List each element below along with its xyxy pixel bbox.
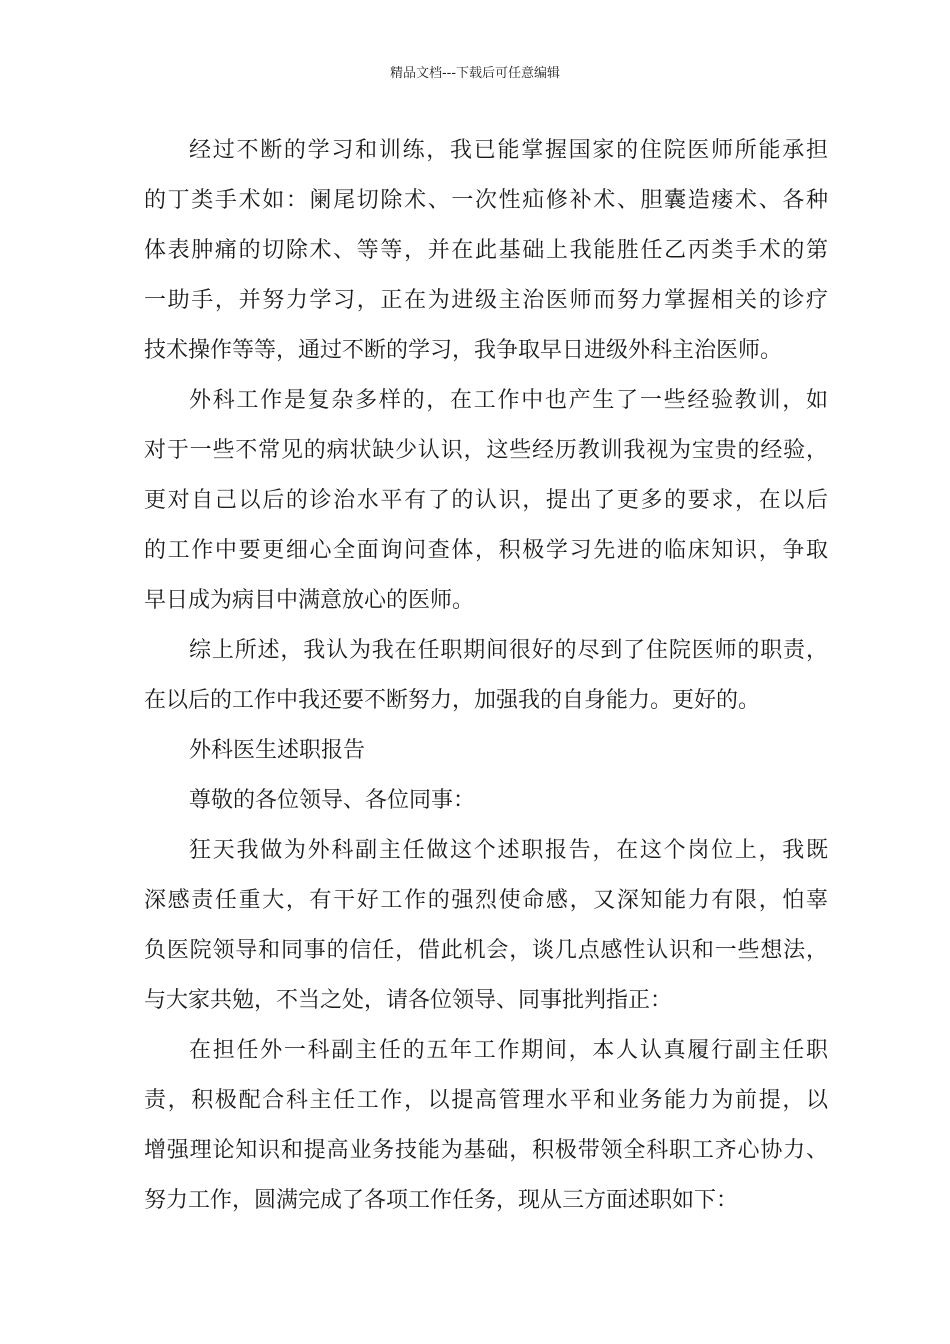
text-line: 努力工作，圆满完成了各项工作任务，现从三方面述职如下： xyxy=(144,1188,739,1213)
page-header: 精品文档---下载后可任意编辑 xyxy=(389,66,561,81)
text-line: 负医院领导和同事的信任，借此机会，谈几点感性认识和一些想法， xyxy=(144,938,828,963)
text-line: 深感责任重大，有干好工作的强烈使命感，又深知能力有限，怕辜 xyxy=(144,888,828,913)
text-line: 在以后的工作中我还要不断努力，加强我的自身能力。更好的。 xyxy=(144,688,761,713)
text-line: 一助手，并努力学习，正在为进级主治医师而努力掌握相关的诊疗 xyxy=(144,288,828,313)
text-line: 综上所述，我认为我在任职期间很好的尽到了住院医师的职责， xyxy=(189,638,828,663)
text-line: 早日成为病目中满意放心的医师。 xyxy=(144,588,475,613)
text-line: 的丁类手术如：阑尾切除术、一次性疝修补术、胆囊造瘘术、各种 xyxy=(144,188,828,213)
text-line: 的工作中要更细心全面询问查体，积极学习先进的临床知识，争取 xyxy=(144,538,828,563)
salutation: 尊敬的各位领导、各位同事： xyxy=(189,788,476,813)
document-body xyxy=(144,126,828,1226)
text-line: 经过不断的学习和训练，我已能掌握国家的住院医师所能承担 xyxy=(189,138,828,163)
text-line: 体表肿痛的切除术、等等，并在此基础上我能胜任乙丙类手术的第 xyxy=(144,238,828,263)
text-line: 责，积极配合科主任工作，以提高管理水平和业务能力为前提，以 xyxy=(144,1088,828,1113)
text-line: 增强理论知识和提高业务技能为基础，积极带领全科职工齐心协力、 xyxy=(144,1138,828,1163)
text-line: 对于一些不常见的病状缺少认识，这些经历教训我视为宝贵的经验， xyxy=(144,438,828,463)
text-line: 外科工作是复杂多样的，在工作中也产生了一些经验教训，如 xyxy=(189,388,828,413)
text-line: 更对自己以后的诊治水平有了的认识，提出了更多的要求，在以后 xyxy=(144,488,828,513)
text-line: 技术操作等等，通过不断的学习，我争取早日进级外科主治医师。 xyxy=(144,338,783,363)
text-line: 与大家共勉，不当之处，请各位领导、同事批判指正： xyxy=(144,988,673,1013)
text-line: 狂天我做为外科副主任做这个述职报告，在这个岗位上，我既 xyxy=(189,838,828,863)
text-line: 在担任外一科副主任的五年工作期间，本人认真履行副主任职 xyxy=(189,1038,828,1063)
section-title: 外科医生述职报告 xyxy=(189,738,366,763)
